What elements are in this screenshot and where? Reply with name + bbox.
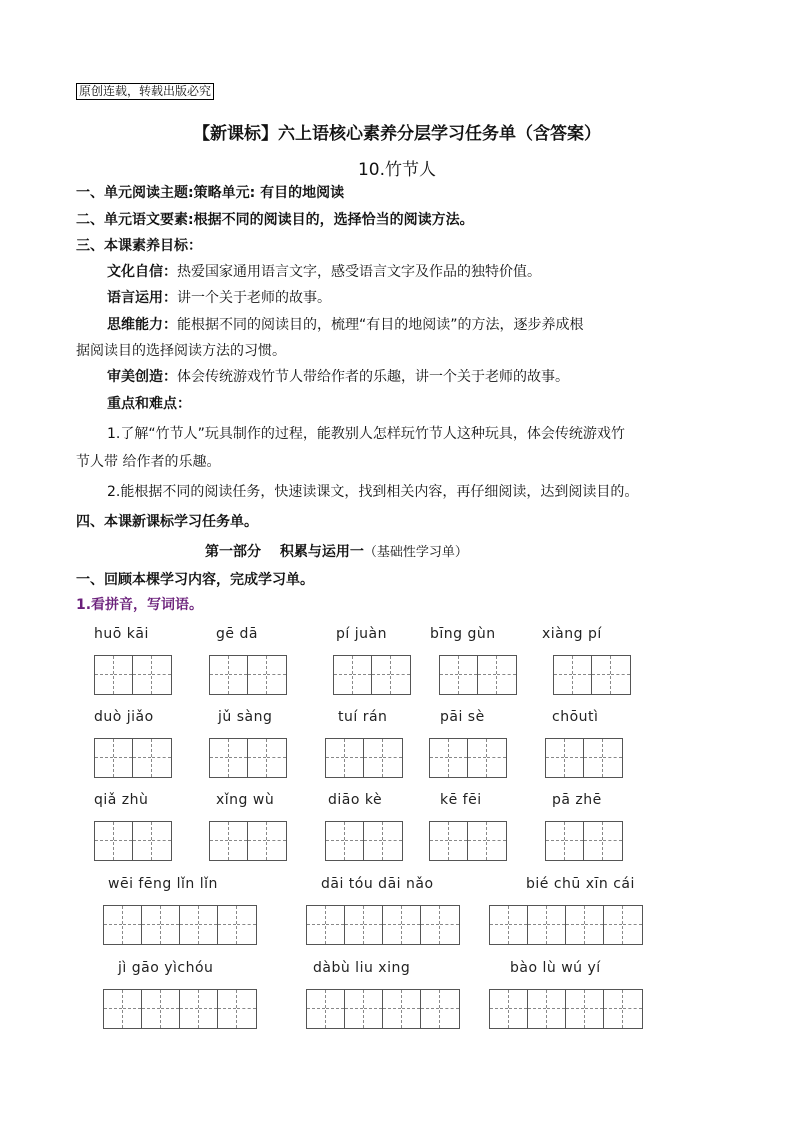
writing-grid[interactable] bbox=[553, 655, 631, 695]
writing-grid[interactable] bbox=[325, 738, 403, 778]
goal-thinking bbox=[107, 316, 584, 334]
pinyin-label: bīng gùn bbox=[430, 626, 496, 642]
writing-grid[interactable] bbox=[209, 655, 287, 695]
writing-grid[interactable] bbox=[209, 821, 287, 861]
section-1: 一、单元阅读主题:策略单元: 有目的地阅读 bbox=[76, 185, 345, 201]
writing-grid[interactable] bbox=[209, 738, 287, 778]
part-title: 第一部分 积累与运用一 bbox=[205, 544, 364, 560]
goal-label: 语言运用： bbox=[107, 290, 177, 306]
question-1: 1.看拼音，写词语。 bbox=[76, 597, 204, 613]
pinyin-label: kē fēi bbox=[440, 792, 482, 808]
writing-grid[interactable] bbox=[94, 821, 172, 861]
goal-text: 能根据不同的阅读目的，梳理“有目的地阅读”的方法，逐步养成根 bbox=[177, 317, 584, 333]
copyright-notice: 原创连载，转载出版必究 bbox=[76, 83, 214, 100]
writing-grid[interactable] bbox=[103, 989, 257, 1029]
pinyin-label: pí juàn bbox=[336, 626, 387, 642]
section-4: 四、本课新课标学习任务单。 bbox=[76, 514, 258, 530]
writing-grid[interactable] bbox=[325, 821, 403, 861]
goal-text: 体会传统游戏竹节人带给作者的乐趣，讲一个关于老师的故事。 bbox=[177, 369, 569, 385]
key-point-1: 1.了解“竹节人”玩具制作的过程，能教别人怎样玩竹节人这种玩具，体会传统游戏竹 bbox=[107, 426, 625, 442]
writing-grid[interactable] bbox=[489, 989, 643, 1029]
pinyin-label: chōutì bbox=[552, 709, 599, 725]
section-3: 三、本课素养目标： bbox=[76, 238, 202, 254]
writing-grid[interactable] bbox=[306, 989, 460, 1029]
pinyin-label: tuí rán bbox=[338, 709, 388, 725]
goal-text: 热爱国家通用语言文字，感受语言文字及作品的独特价值。 bbox=[177, 264, 541, 280]
pinyin-label: wēi fēng lǐn lǐn bbox=[108, 876, 218, 892]
pinyin-label: gē dā bbox=[216, 626, 258, 642]
goal-culture bbox=[107, 263, 541, 281]
writing-grid[interactable] bbox=[545, 821, 623, 861]
goal-thinking-cont: 据阅读目的选择阅读方法的习惯。 bbox=[76, 343, 286, 359]
writing-grid[interactable] bbox=[94, 738, 172, 778]
goal-label: 思维能力： bbox=[107, 317, 177, 333]
lesson-title: 10.竹节人 bbox=[357, 160, 437, 180]
part-subtitle: （基础性学习单） bbox=[363, 545, 468, 560]
part-one-heading bbox=[205, 541, 468, 561]
writing-grid[interactable] bbox=[489, 905, 643, 945]
writing-grid[interactable] bbox=[429, 821, 507, 861]
pinyin-label: qiǎ zhù bbox=[94, 792, 149, 808]
pinyin-label: huō kāi bbox=[94, 626, 149, 642]
key-point-2: 2.能根据不同的阅读任务，快速读课文，找到相关内容，再仔细阅读，达到阅读目的。 bbox=[107, 484, 639, 500]
task-intro: 一、回顾本棵学习内容，完成学习单。 bbox=[76, 572, 314, 588]
document-title: 【新课标】六上语核心素养分层学习任务单（含答案） bbox=[193, 124, 601, 144]
pinyin-label: dàbù liu xing bbox=[313, 960, 411, 976]
writing-grid[interactable] bbox=[333, 655, 411, 695]
writing-grid[interactable] bbox=[429, 738, 507, 778]
pinyin-label: bào lù wú yí bbox=[510, 960, 601, 976]
key-point-1-cont: 节人带 给作者的乐趣。 bbox=[76, 454, 221, 470]
writing-grid[interactable] bbox=[306, 905, 460, 945]
pinyin-label: pā zhē bbox=[552, 792, 602, 808]
goal-label: 审美创造： bbox=[107, 369, 177, 385]
pinyin-label: bié chū xīn cái bbox=[526, 876, 635, 892]
pinyin-label: jì gāo yìchóu bbox=[118, 960, 214, 976]
pinyin-label: diāo kè bbox=[328, 792, 383, 808]
pinyin-label: jǔ sàng bbox=[218, 709, 273, 725]
pinyin-label: duò jiǎo bbox=[94, 709, 154, 725]
pinyin-label: xiàng pí bbox=[542, 626, 602, 642]
writing-grid[interactable] bbox=[545, 738, 623, 778]
goal-language bbox=[107, 289, 331, 307]
writing-grid[interactable] bbox=[439, 655, 517, 695]
key-points-label: 重点和难点： bbox=[107, 396, 191, 412]
pinyin-label: dāi tóu dāi nǎo bbox=[321, 876, 434, 892]
writing-grid[interactable] bbox=[94, 655, 172, 695]
pinyin-label: pāi sè bbox=[440, 709, 485, 725]
writing-grid[interactable] bbox=[103, 905, 257, 945]
goal-text: 讲一个关于老师的故事。 bbox=[177, 290, 331, 306]
pinyin-label: xǐng wù bbox=[216, 792, 275, 808]
goal-label: 文化自信： bbox=[107, 264, 177, 280]
section-2: 二、单元语文要素:根据不同的阅读目的，选择恰当的阅读方法。 bbox=[76, 212, 474, 228]
goal-aesthetic bbox=[107, 368, 569, 386]
